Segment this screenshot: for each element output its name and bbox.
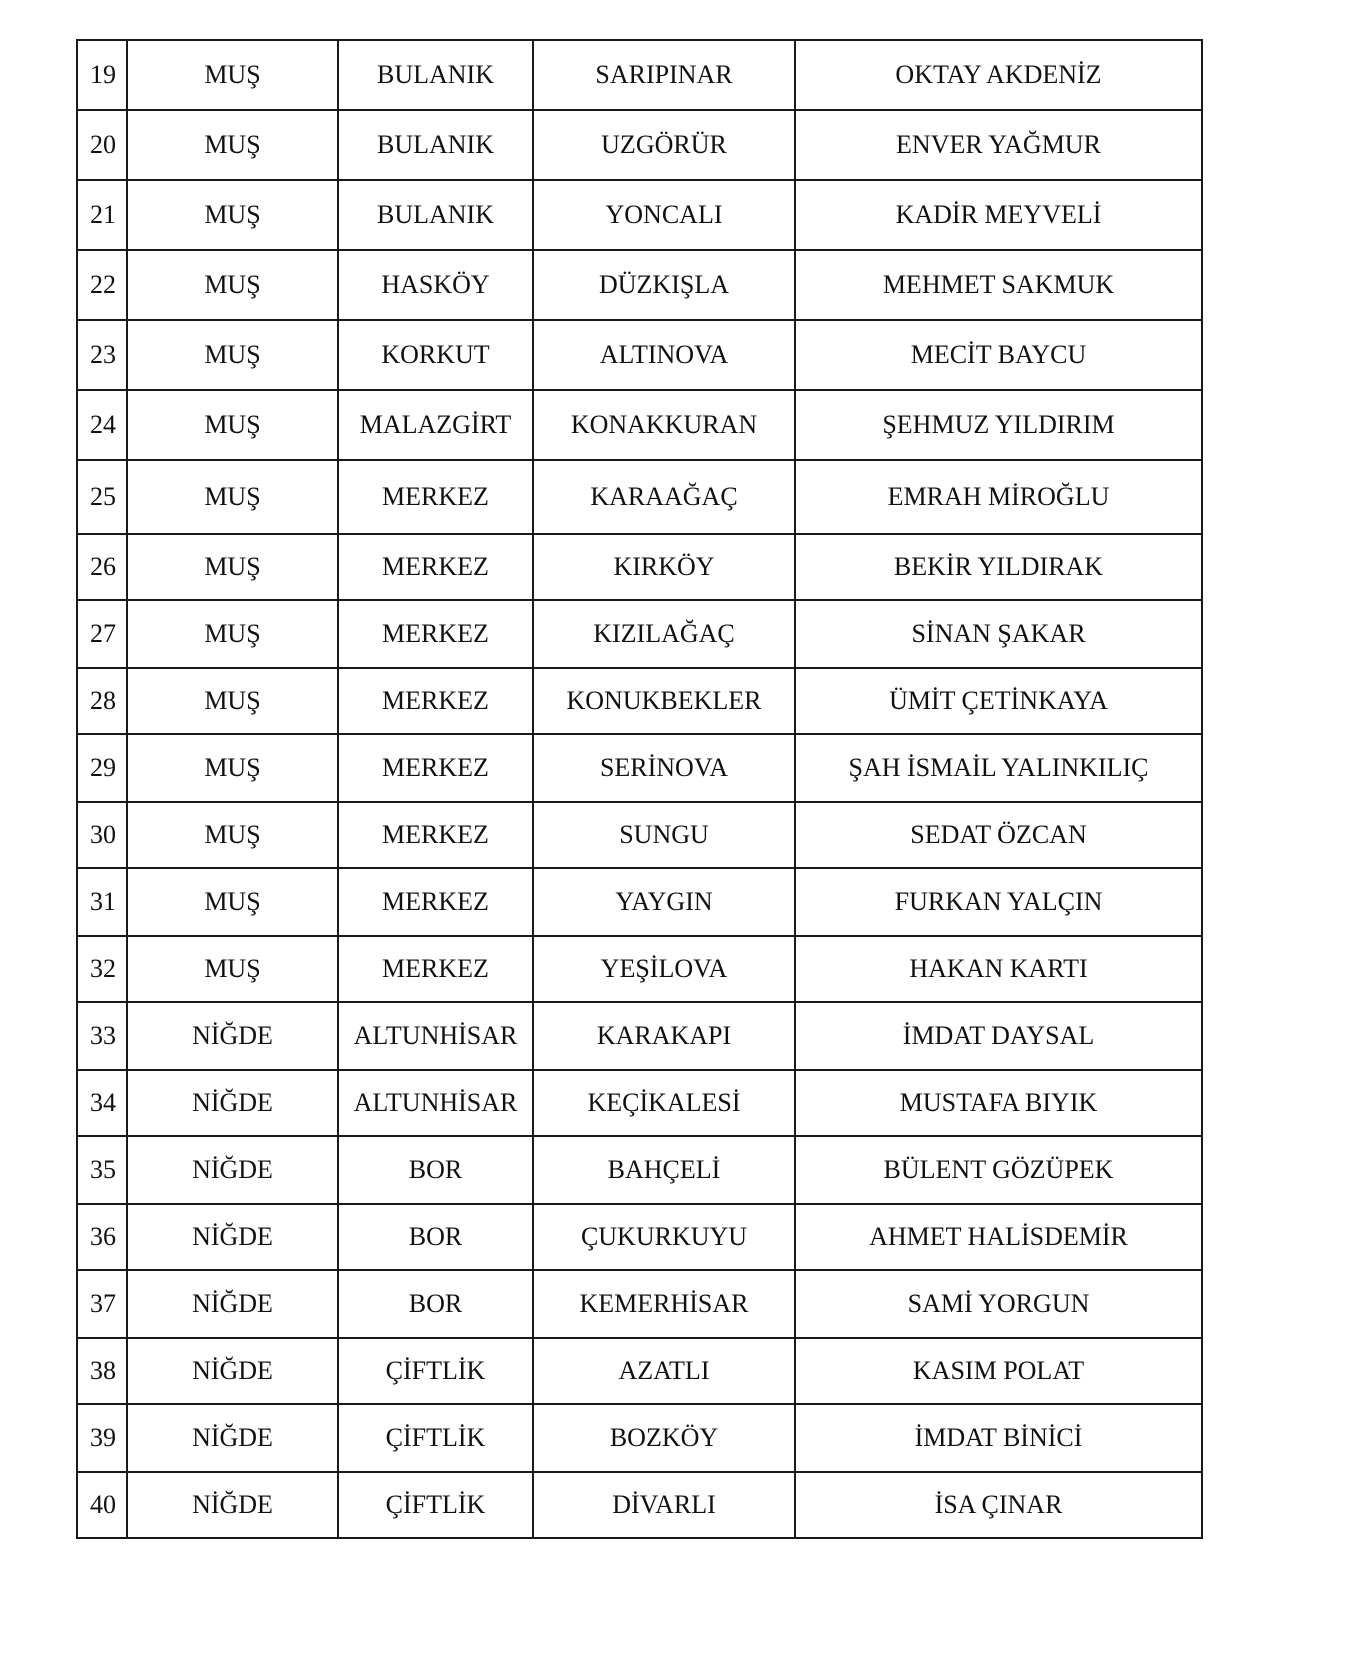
- district-cell: ALTUNHİSAR: [338, 1002, 533, 1070]
- table-row: [77, 734, 1202, 802]
- person-name-cell: İMDAT BİNİCİ: [795, 1404, 1202, 1472]
- district-cell: MERKEZ: [338, 534, 533, 600]
- table-row: [77, 1338, 1202, 1404]
- province-cell: MUŞ: [127, 180, 338, 250]
- province-cell: MUŞ: [127, 734, 338, 802]
- person-name-cell: MUSTAFA BIYIK: [795, 1070, 1202, 1136]
- district-cell: MERKEZ: [338, 668, 533, 734]
- table-row: [77, 534, 1202, 600]
- province-cell: MUŞ: [127, 936, 338, 1002]
- province-cell: MUŞ: [127, 460, 338, 534]
- row-number: 27: [77, 600, 127, 668]
- village-cell: KONAKKURAN: [533, 390, 795, 460]
- district-cell: MERKEZ: [338, 734, 533, 802]
- person-name-cell: KADİR MEYVELİ: [795, 180, 1202, 250]
- district-cell: MERKEZ: [338, 936, 533, 1002]
- district-cell: HASKÖY: [338, 250, 533, 320]
- row-number: 22: [77, 250, 127, 320]
- table-row: [77, 390, 1202, 460]
- village-cell: SUNGU: [533, 802, 795, 868]
- table-row: [77, 668, 1202, 734]
- row-number: 19: [77, 40, 127, 110]
- row-number: 21: [77, 180, 127, 250]
- district-cell: ÇİFTLİK: [338, 1338, 533, 1404]
- district-cell: MERKEZ: [338, 460, 533, 534]
- row-number: 20: [77, 110, 127, 180]
- person-name-cell: EMRAH MİROĞLU: [795, 460, 1202, 534]
- table-row: [77, 1472, 1202, 1538]
- table-row: [77, 868, 1202, 936]
- village-cell: KEMERHİSAR: [533, 1270, 795, 1338]
- district-cell: MERKEZ: [338, 802, 533, 868]
- district-cell: ÇİFTLİK: [338, 1404, 533, 1472]
- province-cell: MUŞ: [127, 668, 338, 734]
- table-row: [77, 250, 1202, 320]
- table-row: [77, 1404, 1202, 1472]
- village-cell: KARAAĞAÇ: [533, 460, 795, 534]
- village-cell: BOZKÖY: [533, 1404, 795, 1472]
- row-number: 28: [77, 668, 127, 734]
- table-row: [77, 320, 1202, 390]
- person-name-cell: BEKİR YILDIRAK: [795, 534, 1202, 600]
- district-cell: MALAZGİRT: [338, 390, 533, 460]
- person-name-cell: ENVER YAĞMUR: [795, 110, 1202, 180]
- person-name-cell: FURKAN YALÇIN: [795, 868, 1202, 936]
- province-cell: MUŞ: [127, 250, 338, 320]
- table-row: [77, 600, 1202, 668]
- person-name-cell: AHMET HALİSDEMİR: [795, 1204, 1202, 1270]
- village-cell: KEÇİKALESİ: [533, 1070, 795, 1136]
- row-number: 39: [77, 1404, 127, 1472]
- province-cell: MUŞ: [127, 802, 338, 868]
- person-name-cell: ÜMİT ÇETİNKAYA: [795, 668, 1202, 734]
- district-cell: KORKUT: [338, 320, 533, 390]
- person-name-cell: SAMİ YORGUN: [795, 1270, 1202, 1338]
- person-name-cell: SİNAN ŞAKAR: [795, 600, 1202, 668]
- row-number: 32: [77, 936, 127, 1002]
- person-name-cell: İSA ÇINAR: [795, 1472, 1202, 1538]
- district-cell: BOR: [338, 1136, 533, 1204]
- district-cell: MERKEZ: [338, 868, 533, 936]
- province-cell: MUŞ: [127, 534, 338, 600]
- village-cell: ALTINOVA: [533, 320, 795, 390]
- row-number: 24: [77, 390, 127, 460]
- row-number: 26: [77, 534, 127, 600]
- village-cell: YAYGIN: [533, 868, 795, 936]
- province-cell: NİĞDE: [127, 1204, 338, 1270]
- village-cell: SERİNOVA: [533, 734, 795, 802]
- province-cell: MUŞ: [127, 600, 338, 668]
- province-cell: NİĞDE: [127, 1136, 338, 1204]
- village-cell: SARIPINAR: [533, 40, 795, 110]
- village-cell: ÇUKURKUYU: [533, 1204, 795, 1270]
- person-name-cell: MECİT BAYCU: [795, 320, 1202, 390]
- province-cell: NİĞDE: [127, 1338, 338, 1404]
- province-cell: NİĞDE: [127, 1002, 338, 1070]
- district-cell: MERKEZ: [338, 600, 533, 668]
- village-cell: YONCALI: [533, 180, 795, 250]
- village-cell: AZATLI: [533, 1338, 795, 1404]
- province-cell: MUŞ: [127, 110, 338, 180]
- province-cell: NİĞDE: [127, 1472, 338, 1538]
- person-name-cell: MEHMET SAKMUK: [795, 250, 1202, 320]
- row-number: 33: [77, 1002, 127, 1070]
- person-name-cell: ŞEHMUZ YILDIRIM: [795, 390, 1202, 460]
- table-row: [77, 110, 1202, 180]
- row-number: 35: [77, 1136, 127, 1204]
- table-row: [77, 180, 1202, 250]
- province-cell: NİĞDE: [127, 1070, 338, 1136]
- row-number: 25: [77, 460, 127, 534]
- village-cell: KONUKBEKLER: [533, 668, 795, 734]
- row-number: 30: [77, 802, 127, 868]
- row-number: 34: [77, 1070, 127, 1136]
- village-cell: KARAKAPI: [533, 1002, 795, 1070]
- province-cell: MUŞ: [127, 868, 338, 936]
- district-cell: BULANIK: [338, 110, 533, 180]
- person-name-cell: İMDAT DAYSAL: [795, 1002, 1202, 1070]
- person-name-cell: KASIM POLAT: [795, 1338, 1202, 1404]
- village-cell: KIRKÖY: [533, 534, 795, 600]
- province-cell: NİĞDE: [127, 1404, 338, 1472]
- village-cell: KIZILAĞAÇ: [533, 600, 795, 668]
- district-cell: BULANIK: [338, 180, 533, 250]
- roster-table-body: [77, 40, 1202, 1538]
- province-cell: MUŞ: [127, 390, 338, 460]
- table-row: [77, 1002, 1202, 1070]
- table-row: [77, 40, 1202, 110]
- row-number: 38: [77, 1338, 127, 1404]
- province-cell: MUŞ: [127, 40, 338, 110]
- person-name-cell: BÜLENT GÖZÜPEK: [795, 1136, 1202, 1204]
- person-name-cell: HAKAN KARTI: [795, 936, 1202, 1002]
- district-cell: BOR: [338, 1270, 533, 1338]
- district-cell: BOR: [338, 1204, 533, 1270]
- province-cell: NİĞDE: [127, 1270, 338, 1338]
- village-cell: YEŞİLOVA: [533, 936, 795, 1002]
- village-cell: DİVARLI: [533, 1472, 795, 1538]
- village-cell: DÜZKIŞLA: [533, 250, 795, 320]
- table-row: [77, 1070, 1202, 1136]
- person-name-cell: ŞAH İSMAİL YALINKILIÇ: [795, 734, 1202, 802]
- person-name-cell: OKTAY AKDENİZ: [795, 40, 1202, 110]
- district-cell: ÇİFTLİK: [338, 1472, 533, 1538]
- district-cell: BULANIK: [338, 40, 533, 110]
- district-cell: ALTUNHİSAR: [338, 1070, 533, 1136]
- table-row: [77, 802, 1202, 868]
- table-row: [77, 1204, 1202, 1270]
- row-number: 37: [77, 1270, 127, 1338]
- row-number: 31: [77, 868, 127, 936]
- village-cell: BAHÇELİ: [533, 1136, 795, 1204]
- person-name-cell: SEDAT ÖZCAN: [795, 802, 1202, 868]
- roster-table: [76, 39, 1203, 1539]
- row-number: 23: [77, 320, 127, 390]
- province-cell: MUŞ: [127, 320, 338, 390]
- row-number: 36: [77, 1204, 127, 1270]
- table-row: [77, 460, 1202, 534]
- row-number: 29: [77, 734, 127, 802]
- row-number: 40: [77, 1472, 127, 1538]
- table-row: [77, 936, 1202, 1002]
- table-row: [77, 1270, 1202, 1338]
- table-row: [77, 1136, 1202, 1204]
- village-cell: UZGÖRÜR: [533, 110, 795, 180]
